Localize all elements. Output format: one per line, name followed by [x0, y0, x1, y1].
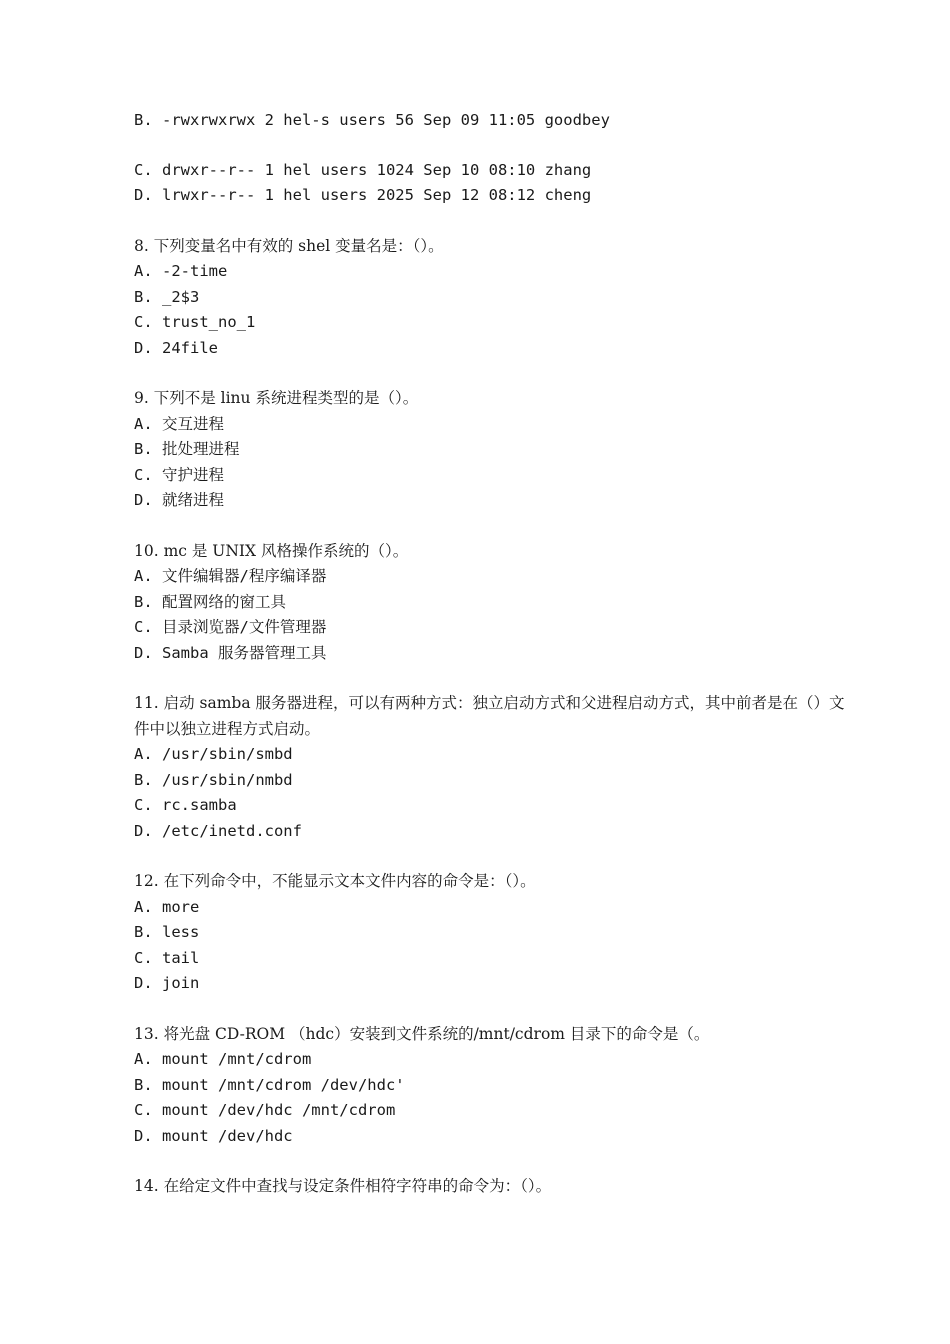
option-c: C. trust_no_1: [134, 313, 256, 331]
option-b: B. mount /mnt/cdrom /dev/hdc': [134, 1075, 405, 1094]
option-d: D. /etc/inetd.conf: [134, 821, 302, 840]
question-9: [134, 386, 854, 514]
question-title: 12. 在下列命令中，不能显示文本文件内容的命令是：（）。: [134, 872, 536, 890]
question-title: 13. 将光盘 CD-ROM （hdc）安装到文件系统的/mnt/cdrom 目录下的命令是（。: [134, 1024, 710, 1043]
option-a: A. /usr/sbin/smbd: [134, 745, 293, 763]
question-14: [134, 1174, 854, 1200]
option-a: A. mount /mnt/cdrom: [134, 1050, 312, 1068]
option-a: A. more: [134, 897, 200, 916]
question-title: 14. 在给定文件中查找与设定条件相符字符串的命令为：（）。: [134, 1177, 552, 1195]
option-a: A. 文件编辑器/程序编译器: [134, 567, 327, 585]
option-b: B. _2$3: [134, 287, 200, 306]
option-d: D. join: [134, 974, 200, 992]
option-a: A. -2-time: [134, 262, 228, 280]
question-12: [134, 869, 854, 997]
option-c: C. 守护进程: [134, 465, 224, 484]
question-title: 9. 下列不是 linu 系统进程类型的是（）。: [134, 389, 419, 407]
question-13: [134, 1022, 854, 1150]
previous-question-options: [134, 108, 854, 209]
option-b: B. 配置网络的窗工具: [134, 592, 286, 611]
option-b: B. -rwxrwxrwx 2 hel-s users 56 Sep 09 11:05 goodbey: [134, 111, 610, 129]
option-c: C. rc.samba: [134, 796, 237, 814]
option-a: A. 交互进程: [134, 414, 224, 433]
option-c: C. 目录浏览器/文件管理器: [134, 618, 327, 636]
option-d: D. 24file: [134, 338, 218, 357]
question-title: 8. 下列变量名中有效的 shel 变量名是：（）。: [134, 236, 444, 255]
option-d: D. 就绪进程: [134, 491, 224, 509]
option-c: C. mount /dev/hdc /mnt/cdrom: [134, 1101, 396, 1119]
option-d: D. mount /dev/hdc: [134, 1126, 293, 1145]
document-page: [134, 108, 854, 1200]
option-d: D. Samba 服务器管理工具: [134, 643, 327, 662]
option-c: C. drwxr--r-- 1 hel users 1024 Sep 10 08:10 zhang: [134, 160, 592, 179]
option-b: B. /usr/sbin/nmbd: [134, 770, 293, 789]
question-10: [134, 539, 854, 667]
option-b: B. 批处理进程: [134, 440, 240, 458]
question-11: [134, 691, 854, 844]
option-b: B. less: [134, 923, 200, 941]
option-c: C. tail: [134, 948, 200, 967]
question-title: 11. 启动 samba 服务器进程，可以有两种方式：独立启动方式和父进程启动方式，其中前者是在（）文件中以独立进程方式启动。: [134, 694, 845, 738]
question-8: [134, 234, 854, 362]
option-d: D. lrwxr--r-- 1 hel users 2025 Sep 12 08:12 cheng: [134, 186, 592, 204]
question-title: 10. mc 是 UNIX 风格操作系统的（）。: [134, 541, 409, 560]
